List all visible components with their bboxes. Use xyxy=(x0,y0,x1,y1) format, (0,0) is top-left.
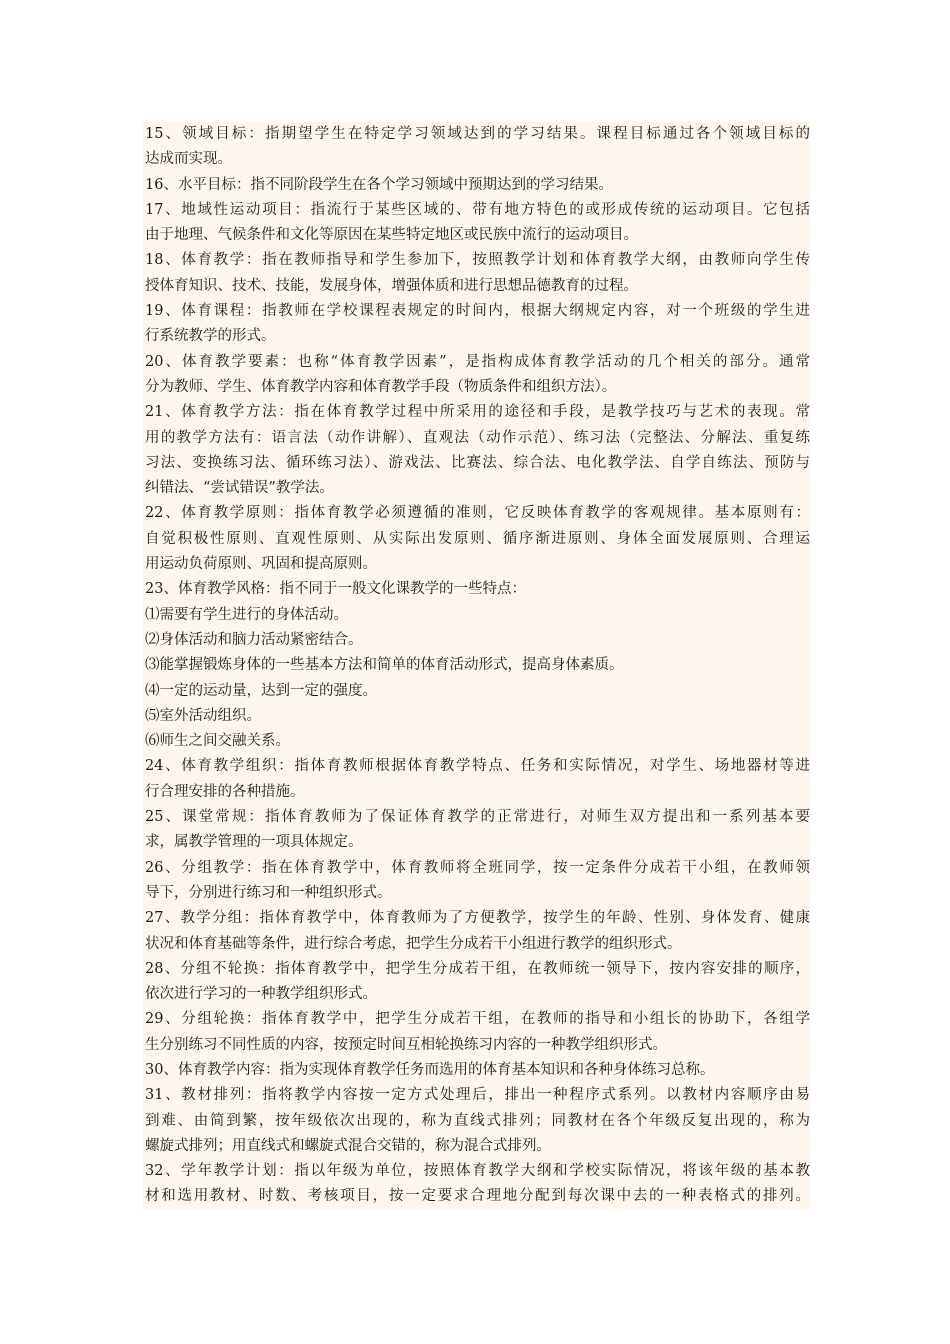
text-line: 由于地理、气候条件和文化等原因在某些特定地区或民族中流行的运动项目。 xyxy=(143,223,810,248)
text-line: 32、学年教学计划：指以年级为单位，按照体育教学大纲和学校实际情况，将该年级的基本教 xyxy=(143,1159,810,1184)
text-line: 30、体育教学内容：指为实现体育教学任务而选用的体育基本知识和各种身体练习总称。 xyxy=(143,1058,810,1083)
text-line: 习法、变换练习法、循环练习法）、游戏法、比赛法、综合法、电化教学法、自学自练法、预防与 xyxy=(143,451,810,476)
text-line: 15、领域目标：指期望学生在特定学习领域达到的学习结果。课程目标通过各个领域目标的 xyxy=(143,122,810,147)
text-line: ⑷一定的运动量，达到一定的强度。 xyxy=(143,679,810,704)
text-line: ⑹师生之间交融关系。 xyxy=(143,729,810,754)
document-body xyxy=(143,122,810,1210)
text-line: 31、教材排列：指将教学内容按一定方式处理后，排出一种程序式系列。以教材内容顺序由易 xyxy=(143,1083,810,1108)
text-line: 行合理安排的各种措施。 xyxy=(143,780,810,805)
text-line: 28、分组不轮换：指体育教学中，把学生分成若干组，在教师统一领导下，按内容安排的顺序， xyxy=(143,957,810,982)
text-line: ⑴需要有学生进行的身体活动。 xyxy=(143,603,810,628)
text-line: 用运动负荷原则、巩固和提高原则。 xyxy=(143,552,810,577)
text-line: 依次进行学习的一种教学组织形式。 xyxy=(143,982,810,1007)
text-line: 16、水平目标：指不同阶段学生在各个学习领域中预期达到的学习结果。 xyxy=(143,173,810,198)
text-line: 自觉积极性原则、直观性原则、从实际出发原则、循序渐进原则、身体全面发展原则、合理运 xyxy=(143,527,810,552)
text-line: 21、体育教学方法：指在体育教学过程中所采用的途径和手段，是教学技巧与艺术的表现。常 xyxy=(143,400,810,425)
text-line: 26、分组教学：指在体育教学中，体育教师将全班同学，按一定条件分成若干小组，在教师领 xyxy=(143,856,810,881)
text-line: 20、体育教学要素：也称“体育教学因素”，是指构成体育教学活动的几个相关的部分。通常 xyxy=(143,350,810,375)
text-line: 授体育知识、技术、技能，发展身体，增强体质和进行思想品德教育的过程。 xyxy=(143,274,810,299)
text-line: 达成而实现。 xyxy=(143,147,810,172)
text-line: 材和选用教材、时数、考核项目，按一定要求合理地分配到每次课中去的一种表格式的排列。 xyxy=(143,1184,810,1209)
text-line: 24、体育教学组织：指体育教师根据体育教学特点、任务和实际情况，对学生、场地器材等进 xyxy=(143,754,810,779)
text-line: 18、体育教学：指在教师指导和学生参加下，按照教学计划和体育教学大纲，由教师向学生传 xyxy=(143,248,810,273)
text-line: 行系统教学的形式。 xyxy=(143,324,810,349)
text-line: 29、分组轮换：指体育教学中，把学生分成若干组，在教师的指导和小组长的协助下，各组学 xyxy=(143,1007,810,1032)
text-line: 用的教学方法有：语言法（动作讲解）、直观法（动作示范）、练习法（完整法、分解法、重复练 xyxy=(143,426,810,451)
text-line: 导下，分别进行练习和一种组织形式。 xyxy=(143,881,810,906)
text-line: 分为教师、学生、体育教学内容和体育教学手段（物质条件和组织方法）。 xyxy=(143,375,810,400)
text-line: 23、体育教学风格：指不同于一般文化课教学的一些特点： xyxy=(143,577,810,602)
text-line: 状况和体育基础等条件，进行综合考虑，把学生分成若干小组进行教学的组织形式。 xyxy=(143,932,810,957)
text-line: 求，属教学管理的一项具体规定。 xyxy=(143,830,810,855)
text-line: 到难、由简到繁，按年级依次出现的，称为直线式排列；同教材在各个年级反复出现的，称为 xyxy=(143,1109,810,1134)
text-line: ⑶能掌握锻炼身体的一些基本方法和简单的体育活动形式，提高身体素质。 xyxy=(143,653,810,678)
text-line: 螺旋式排列；用直线式和螺旋式混合交错的，称为混合式排列。 xyxy=(143,1134,810,1159)
text-line: 生分别练习不同性质的内容，按预定时间互相轮换练习内容的一种教学组织形式。 xyxy=(143,1033,810,1058)
text-line: 22、体育教学原则：指体育教学必须遵循的准则，它反映体育教学的客观规律。基本原则有： xyxy=(143,501,810,526)
text-line: 纠错法、“尝试错误”教学法。 xyxy=(143,476,810,501)
text-line: 17、地域性运动项目：指流行于某些区域的、带有地方特色的或形成传统的运动项目。它包括 xyxy=(143,198,810,223)
text-line: 25、课堂常规：指体育教师为了保证体育教学的正常进行，对师生双方提出和一系列基本要 xyxy=(143,805,810,830)
text-line: 27、教学分组：指体育教学中，体育教师为了方便教学，按学生的年龄、性别、身体发育、健康 xyxy=(143,906,810,931)
text-line: ⑸室外活动组织。 xyxy=(143,704,810,729)
text-line: ⑵身体活动和脑力活动紧密结合。 xyxy=(143,628,810,653)
text-line: 19、体育课程：指教师在学校课程表规定的时间内，根据大纲规定内容，对一个班级的学生进 xyxy=(143,299,810,324)
